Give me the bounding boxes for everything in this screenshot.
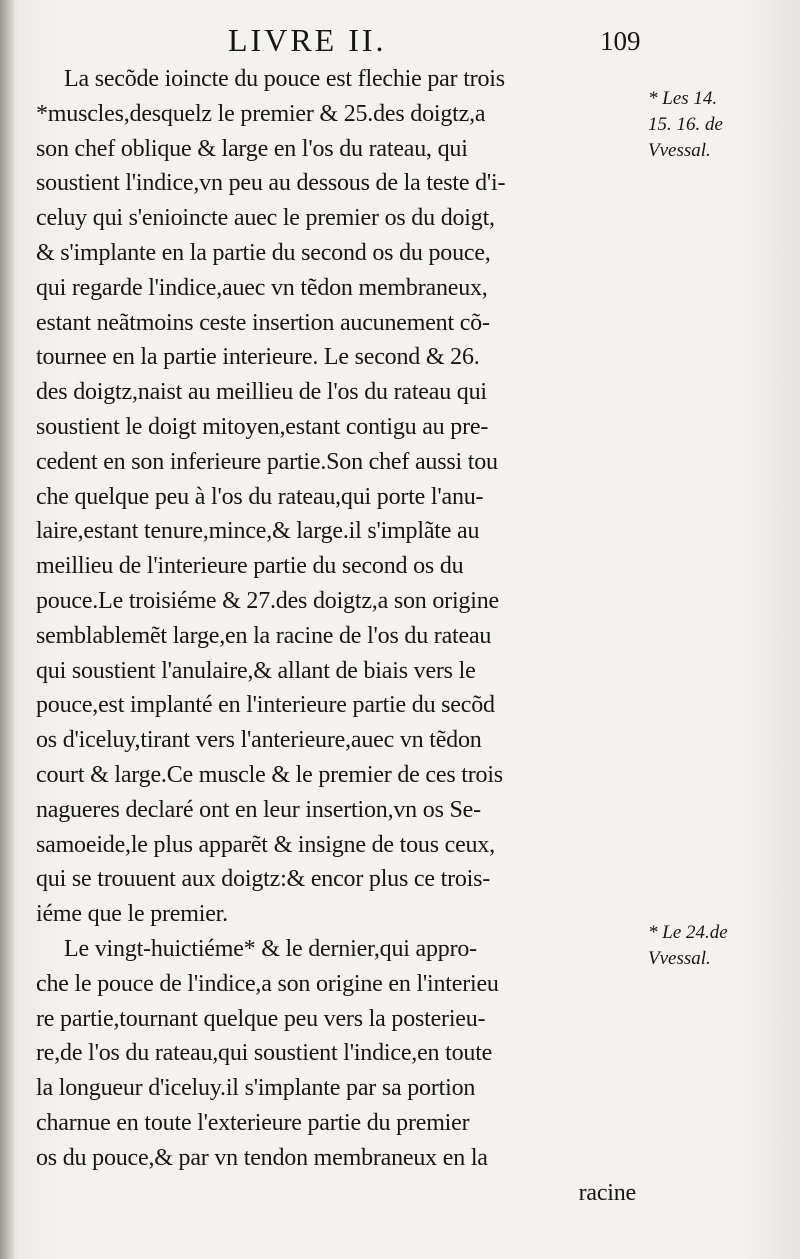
- margin-note-line: * Les 14.: [648, 88, 718, 109]
- text-line: soustient l'indice,vn peu au dessous de la teste d'i-: [36, 170, 506, 197]
- text-line: qui se trouuent aux doigtz:& encor plus ce trois-: [36, 866, 491, 893]
- page-header: [0, 16, 800, 56]
- gutter-shadow: [0, 0, 14, 1259]
- text-line: tournee en la partie interieure. Le second & 26.: [36, 344, 480, 371]
- text-line: *muscles,desquelz le premier & 25.des doigtz,a: [36, 100, 486, 127]
- text-line: pouce,est implanté en l'interieure partie du secõd: [36, 692, 495, 719]
- text-line: estant neãtmoins ceste insertion aucunement cõ-: [36, 309, 490, 336]
- text-line: os d'iceluy,tirant vers l'anterieure,auec vn tẽdon: [36, 727, 482, 754]
- text-line: qui soustient l'anulaire,& allant de biais vers le: [36, 657, 476, 684]
- text-line: & s'implante en la partie du second os du pouce,: [36, 239, 491, 266]
- text-line: iéme que le premier.: [36, 901, 228, 928]
- page-number: 109: [600, 26, 641, 56]
- text-line: semblablemẽt large,en la racine de l'os du rateau: [36, 622, 492, 649]
- margin-note: [648, 86, 798, 164]
- text-line: Le vingt-huictiéme* & le dernier,qui appro-: [64, 935, 477, 962]
- text-line: re,de l'os du rateau,qui soustient l'indice,en toute: [36, 1040, 493, 1067]
- margin-note-line: 15. 16. de: [648, 114, 723, 135]
- text-line: charnue en toute l'exterieure partie du premier: [36, 1109, 470, 1136]
- catchword: racine: [578, 1179, 636, 1206]
- text-line: court & large.Ce muscle & le premier de ces trois: [36, 761, 503, 788]
- margin-note-line: * Le 24.de: [648, 922, 728, 943]
- text-line: os du pouce,& par vn tendon membraneux en la: [36, 1144, 488, 1171]
- text-line: la longueur d'iceluy.il s'implante par sa portion: [36, 1075, 476, 1102]
- text-line: soustient le doigt mitoyen,estant contigu au pre-: [36, 413, 489, 440]
- text-line: meillieu de l'interieure partie du second os du: [36, 553, 464, 580]
- text-line: des doigtz,naist au meillieu de l'os du rateau qui: [36, 379, 487, 406]
- text-line: che le pouce de l'indice,a son origine en l'interieu: [36, 970, 499, 997]
- text-line: che quelque peu à l'os du rateau,qui porte l'anu-: [36, 483, 484, 510]
- text-line: cedent en son inferieure partie.Son chef aussi tou: [36, 448, 498, 475]
- text-line: pouce.Le troisiéme & 27.des doigtz,a son origine: [36, 587, 499, 614]
- body-text: [36, 62, 642, 1210]
- text-line: nagueres declaré ont en leur insertion,vn os Se-: [36, 796, 481, 823]
- running-head: LIVRE II.: [228, 22, 387, 58]
- text-line: La secõde ioincte du pouce est flechie par trois: [64, 66, 505, 92]
- margin-note: [648, 920, 798, 972]
- margin-note-line: Vvessal.: [648, 140, 711, 161]
- text-line: samoeide,le plus apparẽt & insigne de tous ceux,: [36, 831, 495, 858]
- text-line: son chef oblique & large en l'os du rateau, qui: [36, 135, 468, 162]
- text-line: celuy qui s'enioincte auec le premier os du doigt,: [36, 205, 495, 232]
- text-line: qui regarde l'indice,auec vn tẽdon membraneux,: [36, 274, 488, 301]
- text-line: laire,estant tenure,mince,& large.il s'implãte au: [36, 518, 480, 545]
- margin-note-line: Vvessal.: [648, 948, 711, 969]
- text-line: re partie,tournant quelque peu vers la posterieu-: [36, 1005, 486, 1032]
